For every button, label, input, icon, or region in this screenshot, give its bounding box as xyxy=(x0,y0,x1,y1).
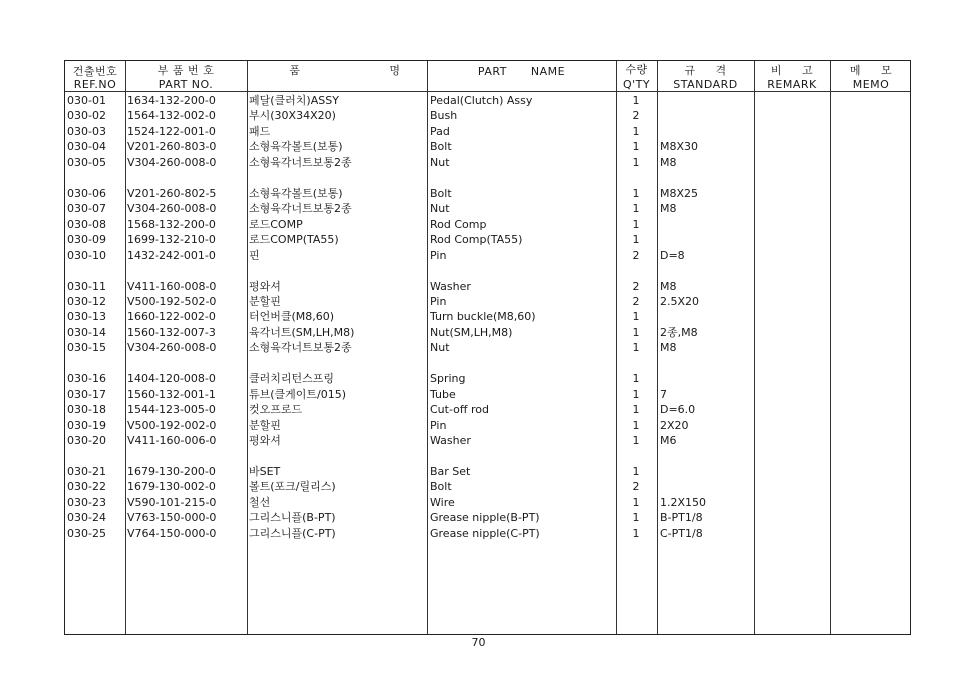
table-row xyxy=(65,511,910,526)
ref-no-cell: 030-18 xyxy=(67,403,106,417)
ref-no-cell: 030-04 xyxy=(67,140,106,154)
table-row xyxy=(65,403,910,418)
korean-name-cell: 평와셔 xyxy=(249,279,281,293)
ref-no-cell: 030-06 xyxy=(67,186,106,200)
part-name-cell: Pin xyxy=(430,248,447,262)
ref-no-cell: 030-08 xyxy=(67,217,106,231)
part-name-cell: Rod Comp xyxy=(430,217,487,231)
table-row xyxy=(65,496,910,511)
ref-no-cell: 030-03 xyxy=(67,124,106,138)
part-no-cell: 1544-123-005-0 xyxy=(127,403,216,417)
standard-cell: M8 xyxy=(660,279,677,293)
quantity-cell: 2 xyxy=(632,279,640,293)
part-name-cell: Cut-off rod xyxy=(430,403,489,417)
part-no-cell: 1699-132-210-0 xyxy=(127,233,216,247)
quantity-cell: 1 xyxy=(632,233,640,247)
table-row xyxy=(65,140,910,155)
standard-cell: 1.2X150 xyxy=(660,495,707,509)
header-std-kor: 규 격 xyxy=(684,64,727,77)
table-row xyxy=(65,156,910,171)
quantity-cell: 2 xyxy=(632,109,640,123)
ref-no-cell: 030-01 xyxy=(67,94,106,107)
ref-no-cell: 030-15 xyxy=(67,341,106,355)
part-name-cell: Pin xyxy=(430,418,447,432)
table-row xyxy=(65,465,910,480)
part-no-cell: 1404-120-008-0 xyxy=(127,372,216,386)
quantity-cell: 1 xyxy=(632,325,640,339)
part-no-cell: 1524-122-001-0 xyxy=(127,124,216,138)
korean-name-cell: 튜브(클게이트/015) xyxy=(249,387,347,401)
quantity-cell: 1 xyxy=(632,94,640,107)
quantity-cell: 1 xyxy=(632,418,640,432)
ref-no-cell: 030-14 xyxy=(67,325,106,339)
header-partno-kor: 부 품 번 호 xyxy=(157,64,215,77)
part-no-cell: V304-260-008-0 xyxy=(127,155,217,169)
header-name-kor-right: 명 xyxy=(389,64,401,77)
part-no-cell: 1560-132-007-3 xyxy=(127,325,216,339)
korean-name-cell: 페달(클러치)ASSY xyxy=(249,94,339,107)
header-remark-eng: REMARK xyxy=(767,78,817,91)
part-name-cell: Grease nipple(B-PT) xyxy=(430,511,540,525)
table-row xyxy=(65,480,910,495)
ref-no-cell: 030-10 xyxy=(67,248,106,262)
header-partno-eng: PART NO. xyxy=(158,78,214,91)
standard-cell: B-PT1/8 xyxy=(660,511,703,525)
ref-no-cell: 030-02 xyxy=(67,109,106,123)
header-std-eng: STANDARD xyxy=(673,78,738,91)
korean-name-cell: 바SET xyxy=(249,465,281,478)
part-name-cell: Bolt xyxy=(430,480,452,494)
ref-no-cell: 030-05 xyxy=(67,155,106,169)
parts-list-table xyxy=(64,60,911,635)
part-no-cell: 1679-130-002-0 xyxy=(127,480,216,494)
part-name-cell: Tube xyxy=(430,387,456,401)
quantity-cell: 1 xyxy=(632,526,640,540)
ref-no-cell: 030-09 xyxy=(67,233,106,247)
part-name-cell: Grease nipple(C-PT) xyxy=(430,526,540,540)
quantity-cell: 1 xyxy=(632,186,640,200)
table-row xyxy=(65,295,910,310)
part-no-cell: V500-192-502-0 xyxy=(127,294,217,308)
korean-name-cell: 소형육각볼트(보통) xyxy=(249,140,343,154)
part-no-cell: V411-160-006-0 xyxy=(127,434,217,448)
ref-no-cell: 030-11 xyxy=(67,279,106,293)
part-name-cell: Wire xyxy=(430,495,455,509)
ref-no-cell: 030-12 xyxy=(67,294,106,308)
korean-name-cell: 로드COMP xyxy=(249,217,303,231)
ref-no-cell: 030-19 xyxy=(67,418,106,432)
part-no-cell: 1560-132-001-1 xyxy=(127,387,216,401)
quantity-cell: 1 xyxy=(632,465,640,478)
header-ref-eng: REF.NO xyxy=(73,78,117,91)
part-name-cell: Pedal(Clutch) Assy xyxy=(430,94,533,107)
part-no-cell: 1634-132-200-0 xyxy=(127,94,216,107)
quantity-cell: 1 xyxy=(632,310,640,324)
part-no-cell: V304-260-008-0 xyxy=(127,202,217,216)
part-name-cell: Nut(SM,LH,M8) xyxy=(430,325,513,339)
table-row xyxy=(65,372,910,387)
ref-no-cell: 030-16 xyxy=(67,372,106,386)
part-name-cell: Turn buckle(M8,60) xyxy=(430,310,536,324)
part-name-cell: Spring xyxy=(430,372,466,386)
part-name-cell: Nut xyxy=(430,155,450,169)
quantity-cell: 1 xyxy=(632,387,640,401)
header-remark-kor: 비 고 xyxy=(770,64,814,77)
ref-no-cell: 030-20 xyxy=(67,434,106,448)
quantity-cell: 1 xyxy=(632,202,640,216)
part-no-cell: V201-260-802-5 xyxy=(127,186,217,200)
part-no-cell: 1660-122-002-0 xyxy=(127,310,216,324)
korean-name-cell: 소형육각볼트(보통) xyxy=(249,186,343,200)
header-name-kor-left: 품 xyxy=(289,64,301,77)
standard-cell: D=6.0 xyxy=(660,403,696,417)
table-row xyxy=(65,341,910,356)
header-memo-kor: 메 모 xyxy=(849,64,893,77)
ref-no-cell: 030-13 xyxy=(67,310,106,324)
korean-name-cell: 로드COMP(TA55) xyxy=(249,233,339,247)
standard-cell: M6 xyxy=(660,434,677,448)
part-no-cell: 1679-130-200-0 xyxy=(127,465,216,478)
part-name-cell: Nut xyxy=(430,202,450,216)
header-qty-eng: Q'TY xyxy=(622,78,651,91)
quantity-cell: 1 xyxy=(632,217,640,231)
korean-name-cell: 그리스니플(B-PT) xyxy=(249,511,336,525)
page-number: 70 xyxy=(471,636,486,649)
part-name-cell: Bolt xyxy=(430,186,452,200)
part-name-cell: Pin xyxy=(430,294,447,308)
part-no-cell: V500-192-002-0 xyxy=(127,418,217,432)
quantity-cell: 1 xyxy=(632,155,640,169)
part-no-cell: 1564-132-002-0 xyxy=(127,109,216,123)
part-no-cell: 1568-132-200-0 xyxy=(127,217,216,231)
part-no-cell: V590-101-215-0 xyxy=(127,495,217,509)
standard-cell: 2종,M8 xyxy=(660,325,698,339)
ref-no-cell: 030-23 xyxy=(67,495,106,509)
table-row xyxy=(65,233,910,248)
ref-no-cell: 030-24 xyxy=(67,511,106,525)
quantity-cell: 1 xyxy=(632,372,640,386)
korean-name-cell: 부시(30X34X20) xyxy=(249,109,336,123)
quantity-cell: 2 xyxy=(632,480,640,494)
quantity-cell: 1 xyxy=(632,495,640,509)
table-row xyxy=(65,388,910,403)
part-name-cell: Washer xyxy=(430,279,471,293)
quantity-cell: 1 xyxy=(632,403,640,417)
table-row xyxy=(65,527,910,542)
part-name-cell: Nut xyxy=(430,341,450,355)
part-name-cell: Pad xyxy=(430,124,450,138)
korean-name-cell: 소형육각너트보통2종 xyxy=(249,202,352,216)
quantity-cell: 1 xyxy=(632,140,640,154)
korean-name-cell: 그리스니플(C-PT) xyxy=(249,526,336,540)
quantity-cell: 1 xyxy=(632,341,640,355)
header-qty-kor: 수량 xyxy=(625,63,648,76)
standard-cell: M8X30 xyxy=(660,140,699,154)
standard-cell: D=8 xyxy=(660,248,685,262)
ref-no-cell: 030-22 xyxy=(67,480,106,494)
quantity-cell: 2 xyxy=(632,248,640,262)
table-row xyxy=(65,419,910,434)
table-row xyxy=(65,218,910,233)
part-no-cell: V764-150-000-0 xyxy=(127,526,217,540)
korean-name-cell: 육각너트(SM,LH,M8) xyxy=(249,325,355,339)
part-no-cell: V304-260-008-0 xyxy=(127,341,217,355)
quantity-cell: 1 xyxy=(632,124,640,138)
korean-name-cell: 철선 xyxy=(249,495,271,509)
table-row xyxy=(65,187,910,202)
korean-name-cell: 클러치리턴스프링 xyxy=(249,372,335,386)
part-name-cell: Bush xyxy=(430,109,458,123)
ref-no-cell: 030-07 xyxy=(67,202,106,216)
header-part-name: PART NAME xyxy=(477,65,566,78)
ref-no-cell: 030-25 xyxy=(67,526,106,540)
korean-name-cell: 소형육각너트보통2종 xyxy=(249,341,352,355)
standard-cell: M8 xyxy=(660,341,677,355)
table-row xyxy=(65,326,910,341)
standard-cell: M8X25 xyxy=(660,186,699,200)
standard-cell: C-PT1/8 xyxy=(660,526,703,540)
standard-cell: 7 xyxy=(660,387,667,401)
part-name-cell: Rod Comp(TA55) xyxy=(430,233,523,247)
part-name-cell: Bar Set xyxy=(430,465,471,478)
part-no-cell: 1432-242-001-0 xyxy=(127,248,216,262)
quantity-cell: 2 xyxy=(632,294,640,308)
table-row xyxy=(65,109,910,124)
header-ref-kor: 건출번호 xyxy=(72,65,118,78)
table-row xyxy=(65,125,910,140)
korean-name-cell: 분할핀 xyxy=(249,418,281,432)
table-row xyxy=(65,310,910,325)
korean-name-cell: 분할핀 xyxy=(249,294,281,308)
table-row xyxy=(65,280,910,295)
standard-cell: 2X20 xyxy=(660,418,689,432)
part-no-cell: V411-160-008-0 xyxy=(127,279,217,293)
korean-name-cell: 소형육각너트보통2종 xyxy=(249,155,352,169)
part-no-cell: V201-260-803-0 xyxy=(127,140,217,154)
standard-cell: M8 xyxy=(660,202,677,216)
korean-name-cell: 터언버클(M8,60) xyxy=(249,310,335,324)
header-memo-eng: MEMO xyxy=(852,78,890,91)
ref-no-cell: 030-21 xyxy=(67,465,106,478)
quantity-cell: 1 xyxy=(632,511,640,525)
korean-name-cell: 볼트(포크/릴리스) xyxy=(249,480,336,494)
part-name-cell: Washer xyxy=(430,434,471,448)
part-name-cell: Bolt xyxy=(430,140,452,154)
standard-cell: M8 xyxy=(660,155,677,169)
table-row xyxy=(65,434,910,449)
ref-no-cell: 030-17 xyxy=(67,387,106,401)
standard-cell: 2.5X20 xyxy=(660,294,700,308)
table-row xyxy=(65,249,910,264)
part-no-cell: V763-150-000-0 xyxy=(127,511,217,525)
quantity-cell: 1 xyxy=(632,434,640,448)
table-row xyxy=(65,202,910,217)
table-row xyxy=(65,94,910,109)
korean-name-cell: 평와셔 xyxy=(249,434,281,448)
korean-name-cell: 패드 xyxy=(249,124,271,138)
korean-name-cell: 컷오프로드 xyxy=(249,403,303,417)
korean-name-cell: 핀 xyxy=(249,248,260,262)
